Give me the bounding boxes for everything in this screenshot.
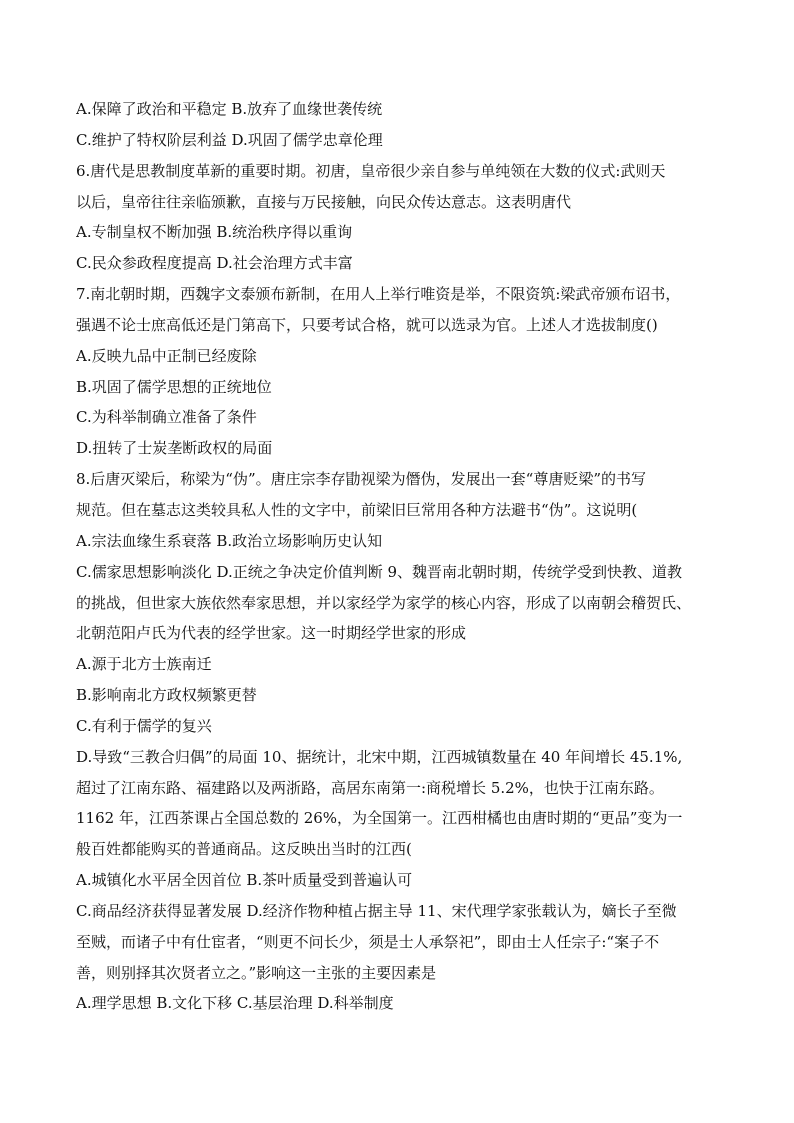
document-page [76, 94, 756, 1019]
text-line: 超过了江南东路、福建路以及两浙路，高居东南第一:商税增长 5.2%，也快于江南东路。 [76, 778, 664, 797]
text-line: D.扭转了士炭垄断政权的局面 [76, 439, 273, 458]
text-line: C.维护了特权阶层利益 D.巩固了儒学忠章伦理 [76, 130, 383, 149]
text-line: C.商品经济获得显著发展 D.经济作物种植占据主导 11、宋代理学家张载认为，嫡长子至微 [76, 901, 677, 920]
text-line: 般百姓都能购买的普通商品。这反映出当时的江西( [76, 840, 412, 859]
text-line: 至贼，而诸子中有仕宦者，“则更不问长少，须是士人承祭祀”，即由士人任宗子:“案子不 [76, 932, 660, 951]
text-line: 善，则别择其次贤者立之。”影响这一主张的主要因素是 [76, 963, 437, 982]
text-line: B.影响南北方政权频繁更替 [76, 686, 257, 705]
text-line: C.民众参政程度提高 D.社会治理方式丰富 [76, 254, 353, 273]
text-line: A.保障了政治和平稳定 B.放弃了血缘世袭传统 [76, 100, 383, 118]
text-line: A.专制皇权不断加强 B.统治秩序得以重询 [76, 223, 353, 242]
text-line: 的挑战，但世家大族依然奉家思想，并以家经学为家学的核心内容，形成了以南朝会稽贺氏、 [76, 593, 692, 612]
text-line: 强遇不论士庶高低还是门第高下，只要考试合格，就可以选录为官。上述人才选拔制度() [76, 315, 658, 334]
text-line: 北朝范阳卢氏为代表的经学世家。这一时期经学世家的形成 [76, 624, 467, 643]
text-line: D.导致“三教合归偶”的局面 10、据统计，北宋中期，江西城镇数量在 40 年间增长 45.1%, [76, 747, 683, 766]
text-line: 以后，皇帝往往亲临颁歉，直接与万民接触，向民众传达意志。这表明唐代 [76, 192, 572, 211]
text-line: C.儒家思想影响淡化 D.正统之争决定价值判断 9、魏晋南北朝时期，传统学受到快教、道教 [76, 562, 683, 581]
text-line: 7.南北朝时期，西魏字文泰颁布新制，在用人上举行唯资是举，不限资筑:梁武帝颁布诏书， [76, 285, 681, 304]
text-line: A.宗法血缘生系衰落 B.政治立场影响历史认知 [76, 531, 383, 550]
text-line: 1162 年，江西茶课占全国总数的 26%，为全国第一。江西柑橘也由唐时期的“更品”变为一 [76, 809, 683, 828]
text-line: B.巩固了儒学思想的正统地位 [76, 377, 272, 396]
text-line: 规范。但在墓志这类较具私人性的文字中，前梁旧巨常用各种方法避书“伪”。这说明( [76, 500, 638, 519]
text-line: A.理学思想 B.文化下移 C.基层治理 D.科举制度 [76, 994, 394, 1013]
text-line: C.为科举制确立准备了条件 [76, 408, 257, 427]
text-line: A.城镇化水平居全因首位 B.茶叶质量受到普遍认可 [76, 871, 413, 890]
text-line: C.有利于儒学的复兴 [76, 716, 212, 735]
text-line: 8.后唐灭梁后，称梁为“伪”。唐庄宗李存勖视梁为僭伪，发展出一套“尊唐贬梁”的书写 [76, 470, 646, 489]
text-line: A.源于北方士族南迁 [76, 655, 212, 674]
text-line: A.反映九品中正制已经废除 [76, 346, 257, 365]
text-line: 6.唐代是思教制度革新的重要时期。初唐，皇帝很少亲自参与单纯领在大数的仪式:武则天 [76, 161, 666, 180]
